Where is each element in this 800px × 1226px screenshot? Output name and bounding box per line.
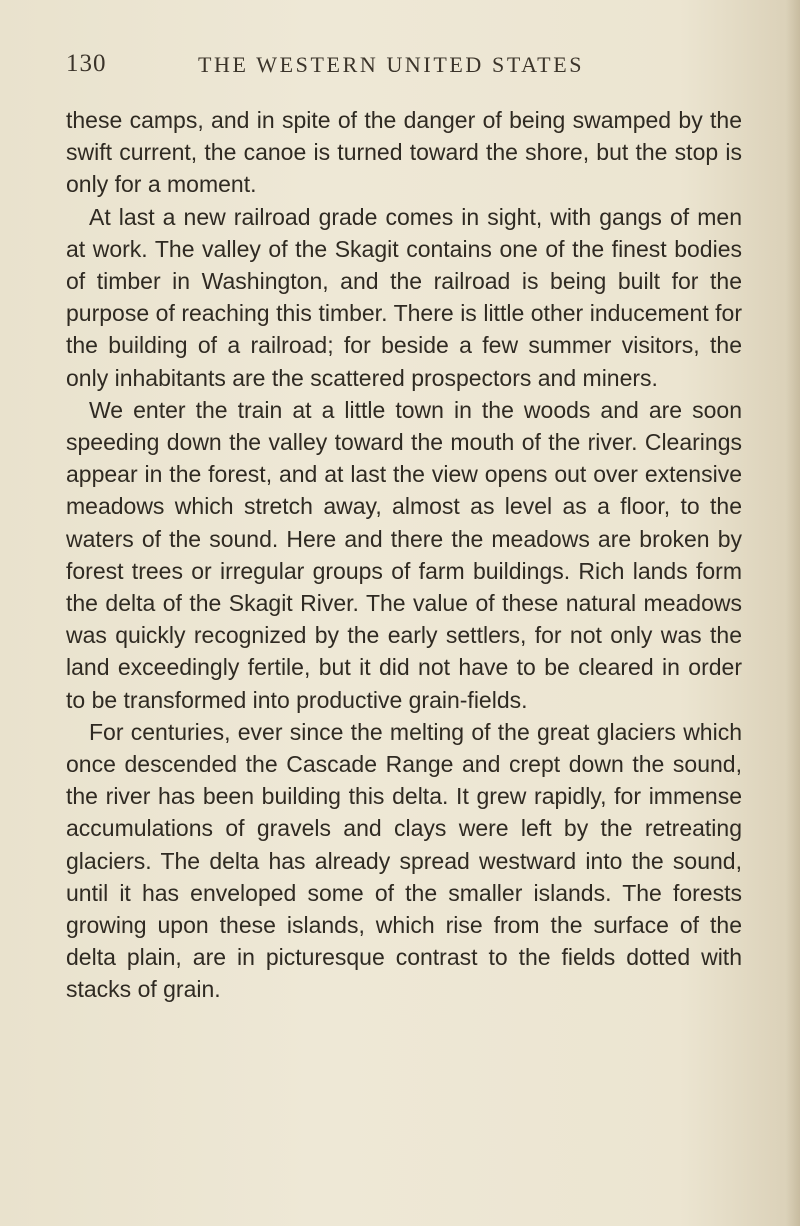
body-text bbox=[66, 104, 742, 1006]
page-number: 130 bbox=[66, 50, 107, 77]
paragraph-4: For centuries, ever since the melting of the great glaciers which once descended the Cascade Range and crept down the sound, the river has been building this delta. It grew rapidly, for immense accumulations of gravels and clays were left by the retreating glaciers. The delta has already spread westward into the sound, until it has enveloped some of the smaller islands. The forests growing upon these islands, which rise from the surface of the delta plain, are in picturesque contrast to the fields dotted with stacks of grain. bbox=[66, 718, 742, 1003]
page-header bbox=[66, 50, 742, 82]
running-head: THE WESTERN UNITED STATES bbox=[198, 52, 585, 77]
paragraph-2: At last a new railroad grade comes in sight, with gangs of men at work. The valley of the Skagit contains one of the finest bodies of timber in Washington, and the railroad is being built for the purpose of reaching this timber. There is little other inducement for the building of a railroad; for beside a few summer visitors, the only inhabitants are the scattered prospectors and miners. bbox=[66, 203, 742, 391]
paragraph-3: We enter the train at a little town in the woods and are soon speeding down the valley toward the mouth of the river. Clearings appear in the forest, and at last the view opens out over extensive meadows which stretch away, almost as level as a floor, to the waters of the sound. Here and there the meadows are broken by forest trees or irregular groups of farm buildings. Rich lands form the delta of the Skagit River. The value of these natural meadows was quickly recognized by the early settlers, for not only was the land exceedingly fertile, but it did not have to be cleared in order to be transformed into productive grain-fields. bbox=[66, 396, 742, 713]
paragraph-1: these camps, and in spite of the danger of being swamped by the swift current, the canoe is turned toward the shore, but the stop is only for a moment. bbox=[66, 107, 742, 198]
page-edge-shadow bbox=[786, 0, 800, 1226]
